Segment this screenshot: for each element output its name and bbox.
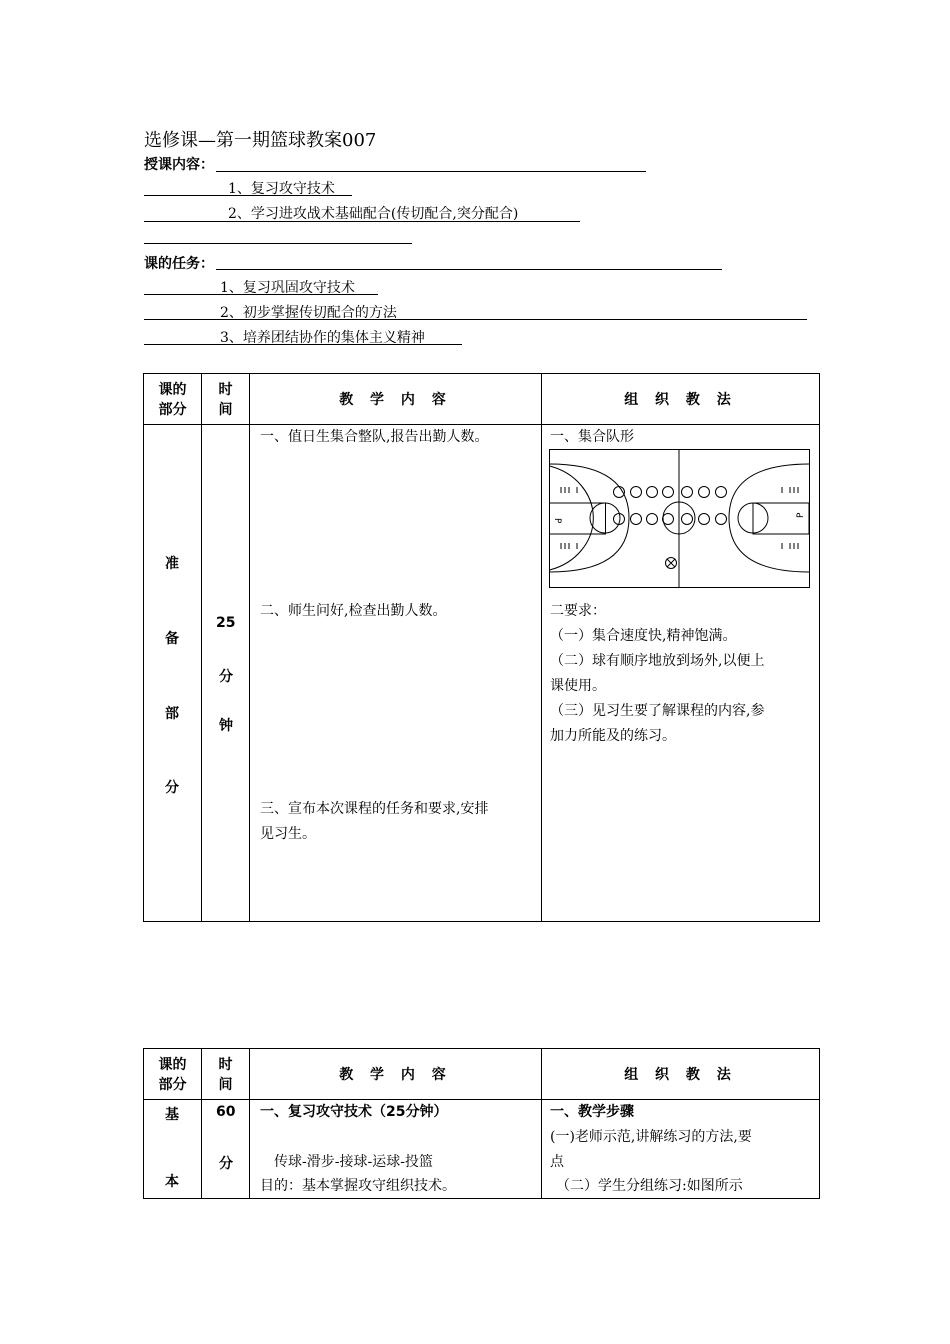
player-row-bottom (614, 514, 727, 525)
prep-content-3b: 见习生。 (260, 826, 316, 842)
basketball-court-diagram (549, 449, 810, 588)
task-item-3: 3、培养团结协作的集体主义精神 (220, 330, 425, 346)
header-time-2 (202, 1049, 250, 1100)
main-content-title: 一、复习攻守技术（25分钟） (260, 1104, 448, 1120)
header-time-2-line2: 间 (218, 1077, 233, 1093)
header-content: 教 学 内 容 (250, 374, 542, 425)
content-item-1: 1、复习攻守技术 (228, 181, 335, 197)
header-part-2-line2: 部分 (158, 1077, 187, 1093)
prep-req-3b: 加力所能及的练习。 (550, 728, 676, 744)
main-time-char-2: 分 (219, 1156, 233, 1172)
header-content-2: 教 学 内 容 (250, 1049, 542, 1100)
prep-time-value: 25 (216, 615, 236, 631)
main-part-cell (144, 1100, 202, 1199)
prep-part-cell (144, 425, 202, 922)
prep-method-cell (542, 425, 820, 922)
main-method-title: 一、教学步骤 (550, 1104, 634, 1120)
prep-req-2b: 课使用。 (550, 678, 606, 694)
prep-table (143, 373, 820, 922)
header-part-line1: 课的 (158, 382, 187, 398)
page-title: 选修课—第一期篮球教案007 (144, 130, 377, 151)
header-method: 组 织 教 法 (542, 374, 820, 425)
content-label-underline (216, 171, 646, 172)
court-label-left: P (552, 518, 562, 524)
prep-req-title: 二要求： (550, 603, 606, 619)
task-item-1: 1、复习巩固攻守技术 (220, 280, 355, 296)
court-label-right: P (796, 512, 806, 518)
header-part-2 (144, 1049, 202, 1100)
content-item-2: 2、学习进攻战术基础配合(传切配合,突分配合) (228, 206, 519, 222)
main-method-2: （二）学生分组练习:如图所示 (556, 1178, 743, 1194)
prep-content-3a: 三、宣布本次课程的任务和要求,安排 (260, 801, 489, 817)
header-part (144, 374, 202, 425)
prep-method-title: 一、集合队形 (550, 429, 634, 445)
header-time-line2: 间 (218, 402, 233, 418)
main-part-char-2: 本 (165, 1174, 179, 1190)
main-content-goal: 目的：基本掌握攻守组织技术。 (260, 1178, 456, 1194)
task-label: 课的任务： (144, 256, 214, 272)
prep-part-char-3: 部 (165, 706, 179, 722)
prep-req-2a: （二）球有顺序地放到场外,以便上 (550, 653, 765, 669)
main-content-cell (250, 1100, 542, 1199)
prep-part-char-2: 备 (165, 631, 179, 647)
content-label: 授课内容： (144, 157, 214, 173)
header-time (202, 374, 250, 425)
prep-time-cell (202, 425, 250, 922)
left-hash-marks (561, 487, 577, 549)
prep-content-2: 二、师生问好,检查出勤人数。 (260, 603, 447, 619)
prep-req-1: （一）集合速度快,精神饱满。 (550, 628, 737, 644)
header-time-2-line1: 时 (218, 1057, 233, 1073)
main-method-1b: 点 (550, 1154, 564, 1170)
prep-part-char-4: 分 (165, 780, 179, 796)
prep-time-char-2: 分 (219, 669, 233, 685)
player-row-top (614, 487, 727, 498)
task-item-2: 2、初步掌握传切配合的方法 (220, 305, 397, 321)
header-part-2-line1: 课的 (158, 1057, 187, 1073)
main-table (143, 1048, 820, 1199)
prep-req-3a: （三）见习生要了解课程的内容,参 (550, 703, 765, 719)
main-time-cell (202, 1100, 250, 1199)
main-part-char-1: 基 (165, 1107, 179, 1123)
teacher-marker (666, 558, 677, 569)
prep-time-char-3: 钟 (219, 718, 233, 734)
blank-line (144, 243, 412, 244)
prep-content-1: 一、值日生集合整队,报告出勤人数。 (260, 429, 489, 445)
main-time-value: 60 (216, 1104, 236, 1120)
header-time-line1: 时 (218, 382, 233, 398)
prep-content-cell (250, 425, 542, 922)
header-method-2: 组 织 教 法 (542, 1049, 820, 1100)
main-method-1a: (一)老师示范,讲解练习的方法,要 (550, 1129, 752, 1145)
main-content-seq: 传球-滑步-接球-运球-投篮 (274, 1154, 433, 1170)
header-part-line2: 部分 (158, 402, 187, 418)
task-label-underline (216, 269, 722, 270)
main-method-cell (542, 1100, 820, 1199)
prep-part-char-1: 准 (165, 556, 179, 572)
